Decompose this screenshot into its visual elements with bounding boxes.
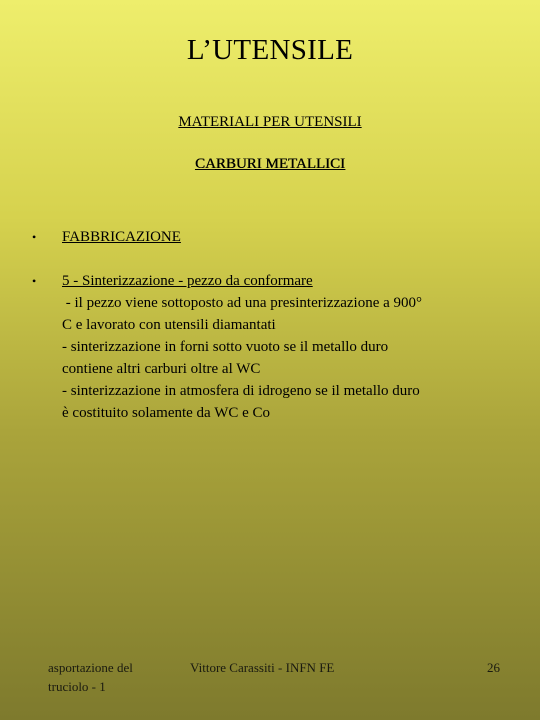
- bullet-text-line: contiene altri carburi oltre al WC: [62, 361, 261, 377]
- bullet-heading: FABBRICAZIONE: [62, 229, 181, 245]
- bullet-text-line: - sinterizzazione in forni sotto vuoto se il metallo duro: [62, 339, 389, 355]
- bullet-item-sinterizzazione: [32, 270, 512, 424]
- footer-author: Vittore Carassiti - INFN FE: [190, 660, 335, 675]
- subtitle-materials: MATERIALI PER UTENSILI: [178, 114, 362, 130]
- bullet-marker: •: [32, 230, 37, 244]
- footer-course-line: asportazione del: [48, 660, 133, 675]
- footer-course-line: truciolo - 1: [48, 679, 106, 694]
- bullet-item-fabbricazione: [32, 226, 512, 248]
- bullet-text-line: è costituito solamente da WC e Co: [62, 405, 271, 421]
- subtitle-carbides: CARBURI METALLICI: [194, 156, 346, 172]
- bullet-heading: 5 - Sinterizzazione - pezzo da conformare: [62, 273, 313, 289]
- bullet-marker: •: [32, 274, 37, 288]
- page-number: 26: [487, 660, 500, 675]
- footer-course-label: [48, 658, 168, 696]
- bullet-text-line: - il pezzo viene sottoposto ad una presinterizzazione a 900°: [62, 295, 423, 311]
- slide-title: L’UTENSILE: [186, 34, 354, 66]
- bullet-text-line: - sinterizzazione in atmosfera di idrogeno se il metallo duro: [62, 383, 420, 399]
- bullet-text-line: C e lavorato con utensili diamantati: [62, 317, 276, 333]
- bullet-list: [32, 226, 512, 424]
